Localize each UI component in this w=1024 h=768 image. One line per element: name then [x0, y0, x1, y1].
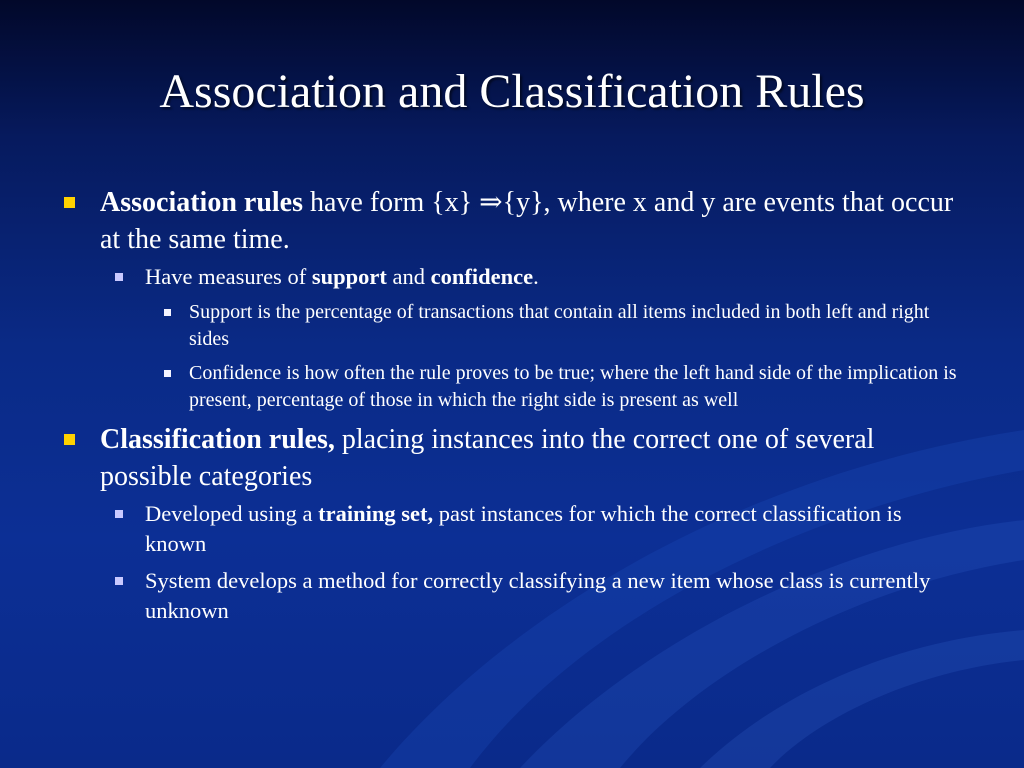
- term-classification-rules: Classification rules,: [100, 424, 335, 455]
- system-develops-text: System develops a method for correctly classifying a new item whose class is currently unknown: [145, 568, 931, 623]
- square-bullet-icon: [115, 577, 123, 585]
- term-association-rules: Association rules: [100, 187, 303, 218]
- square-bullet-icon: [164, 309, 171, 316]
- association-rules-text: have form {x} ⇒{y}, where x and y are events that occur at the same time.: [100, 187, 954, 255]
- bullet-association-rules: [62, 184, 962, 258]
- measures-text-1: Have measures of: [145, 264, 312, 289]
- square-bullet-icon: [64, 434, 75, 445]
- confidence-definition-text: Confidence is how often the rule proves to be true; where the left hand side of the implication is present, percentage of those in which the right side is present as well: [189, 362, 957, 411]
- bullet-measures: [62, 262, 962, 292]
- term-training-set: training set,: [318, 501, 434, 526]
- term-support: support: [311, 264, 387, 289]
- square-bullet-icon: [115, 273, 123, 281]
- measures-text-3: .: [533, 264, 539, 289]
- term-confidence: confidence: [430, 264, 534, 289]
- measures-text-2: and: [386, 264, 431, 289]
- classification-rules-text: placing instances into the correct one of several possible categories: [100, 424, 875, 492]
- bullet-classification-rules: [62, 421, 962, 495]
- square-bullet-icon: [164, 370, 171, 377]
- bullet-list: [62, 184, 962, 633]
- bullet-confidence-definition: [62, 360, 962, 414]
- bullet-support-definition: [62, 299, 962, 353]
- bullet-system-develops: [62, 566, 962, 626]
- bullet-training-set: [62, 499, 962, 559]
- support-definition-text: Support is the percentage of transactions that contain all items included in both left and right sides: [189, 301, 930, 350]
- training-set-text-2: past instances for which the correct classification is known: [145, 501, 902, 556]
- square-bullet-icon: [64, 197, 75, 208]
- slide-title: Association and Classification Rules: [159, 65, 865, 118]
- square-bullet-icon: [115, 510, 123, 518]
- training-set-text-1: Developed using a: [145, 501, 319, 526]
